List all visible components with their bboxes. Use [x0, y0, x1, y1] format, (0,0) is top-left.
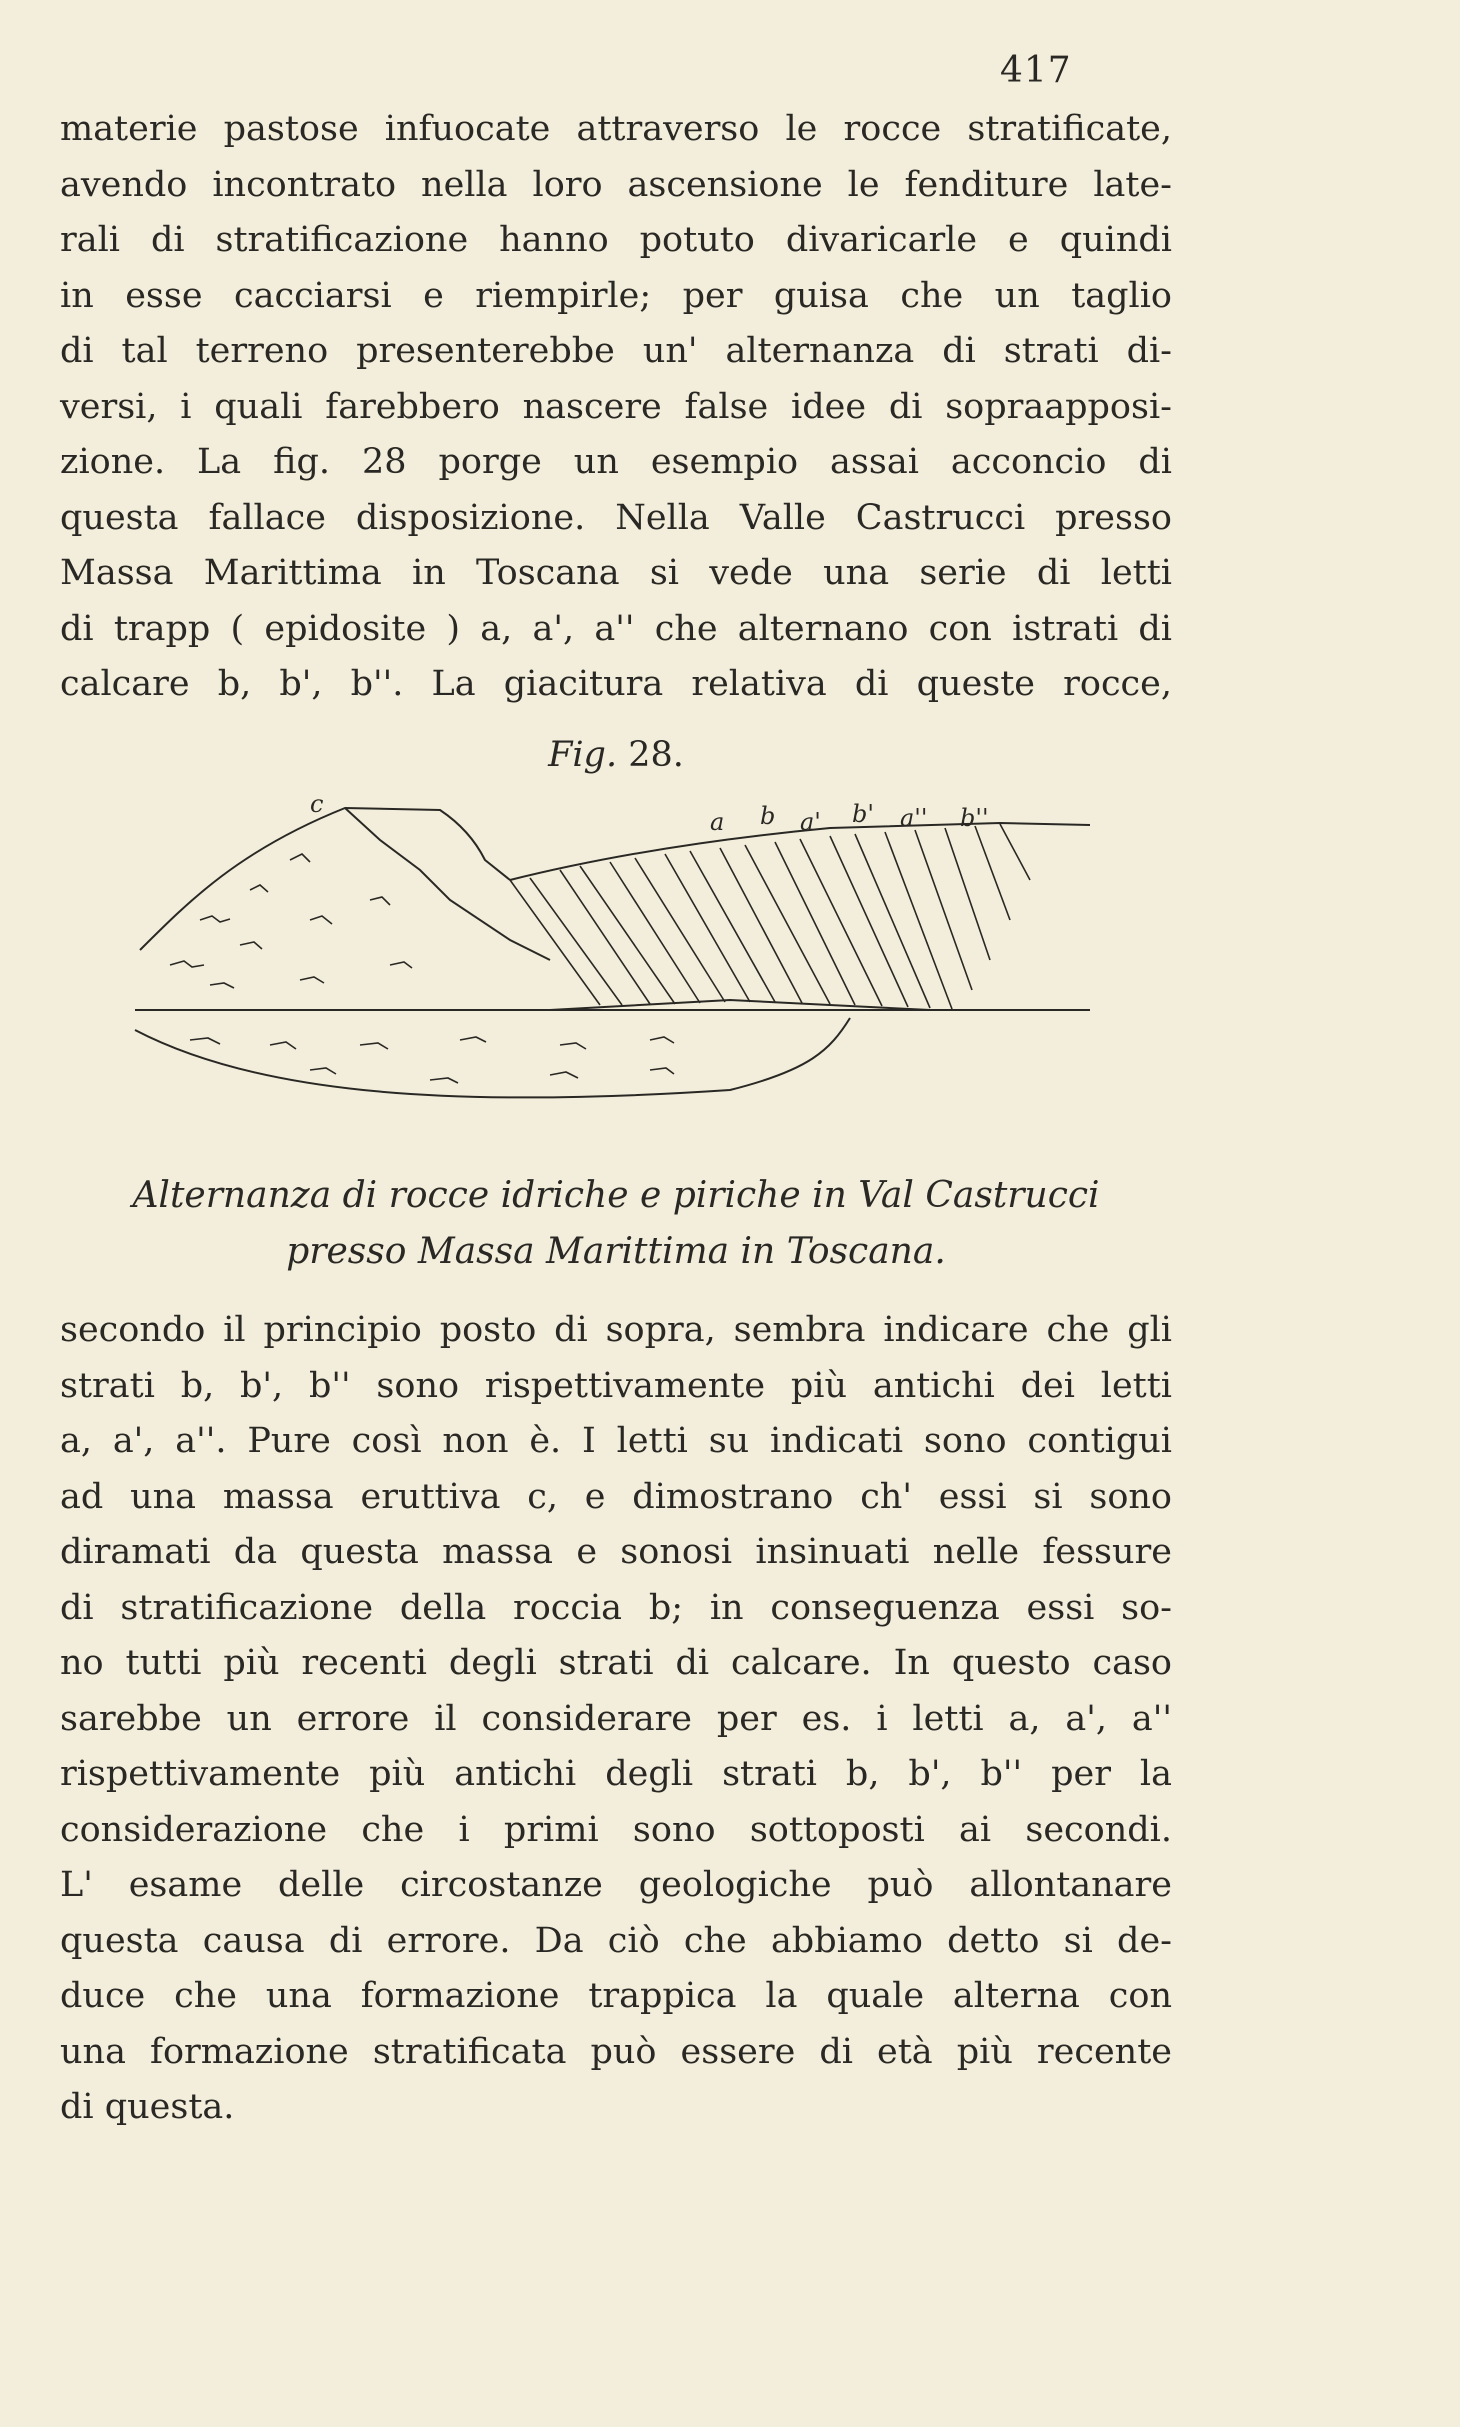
- text-line: di questa.: [60, 2087, 235, 2127]
- figure-letter-a: a: [710, 808, 725, 836]
- figure-letter-b: b: [760, 802, 776, 830]
- text-line: duce che una formazione trappica la quale alterna con: [60, 1976, 1172, 2016]
- page-number: 417: [1000, 50, 1072, 91]
- text-block-bottom: [60, 1303, 1172, 2136]
- text-line: calcare b, b', b''. La giacitura relativa di queste rocce,: [60, 664, 1172, 704]
- figure-letter-b1: b': [852, 800, 874, 828]
- text-line: questa causa di errore. Da ciò che abbiamo detto si de-: [60, 1920, 1172, 1961]
- text-line: di tal terreno presenterebbe un' alternanza di strati di-: [60, 331, 1172, 371]
- figure-letter-c: c: [310, 790, 324, 818]
- text-line: Massa Marittima in Toscana si vede una serie di letti: [60, 553, 1172, 593]
- text-line: materie pastose infuocate attraverso le rocce stratificate,: [60, 109, 1172, 149]
- figure-letter-a2: a'': [900, 804, 928, 832]
- text-line: una formazione stratificata può essere di età più recente: [60, 2031, 1172, 2072]
- text-line: strati b, b', b'' sono rispettivamente più antichi dei letti: [60, 1365, 1172, 1406]
- text-line: a, a', a''. Pure così non è. I letti su indicati sono contigui: [60, 1421, 1172, 1461]
- text-line: versi, i quali farebbero nascere false idee di sopraapposi-: [60, 386, 1172, 427]
- figure-letter-a1: a': [800, 808, 821, 836]
- figure-letter-b2: b'': [960, 804, 989, 832]
- figure-caption: [0, 1168, 1232, 1280]
- text-line: secondo il principio posto di sopra, sembra indicare che gli: [60, 1310, 1172, 1350]
- text-line: avendo incontrato nella loro ascensione le fenditure late-: [60, 164, 1172, 205]
- text-line: questa fallace disposizione. Nella Valle Castrucci presso: [60, 497, 1172, 538]
- caption-line: Alternanza di rocce idriche e piriche in Val Castrucci: [132, 1175, 1100, 1216]
- text-line: rali di stratificazione hanno potuto divaricarle e quindi: [60, 220, 1172, 260]
- figure-number: 28.: [628, 735, 684, 775]
- text-line: no tutti più recenti degli strati di calcare. In questo caso: [60, 1643, 1172, 1683]
- text-line: L' esame delle circostanze geologiche può allontanare: [60, 1865, 1172, 1905]
- text-line: sarebbe un errore il considerare per es. i letti a, a', a'': [60, 1698, 1172, 1739]
- text-block-top: [60, 102, 1172, 713]
- figure-label: [0, 735, 1232, 775]
- text-line: di stratificazione della roccia b; in conseguenza essi so-: [60, 1587, 1172, 1628]
- text-line: diramati da questa massa e sonosi insinuati nelle fessure: [60, 1532, 1172, 1572]
- text-line: zione. La fig. 28 porge un esempio assai acconcio di: [60, 442, 1172, 482]
- figure-label-word: Fig.: [548, 735, 618, 775]
- text-line: di trapp ( epidosite ) a, a', a'' che alternano con istrati di: [60, 608, 1172, 649]
- geological-section-figure: [130, 790, 1090, 1120]
- text-line: ad una massa eruttiva c, e dimostrano ch' essi si sono: [60, 1476, 1172, 1517]
- text-line: in esse cacciarsi e riempirle; per guisa che un taglio: [60, 275, 1172, 316]
- caption-line: presso Massa Marittima in Toscana.: [286, 1231, 946, 1272]
- text-line: rispettivamente più antichi degli strati b, b', b'' per la: [60, 1754, 1172, 1794]
- text-line: considerazione che i primi sono sottoposti ai secondi.: [60, 1809, 1172, 1850]
